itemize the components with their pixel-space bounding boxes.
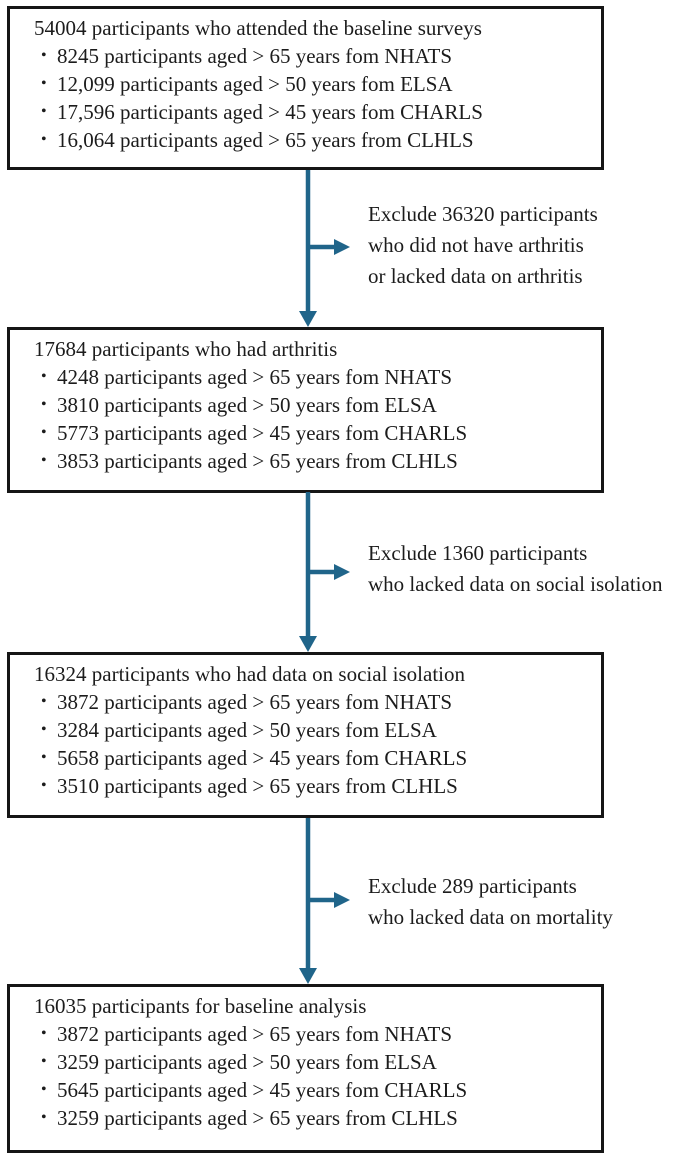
list-item-text: 5658 participants aged > 45 years fom CHARLS bbox=[57, 746, 468, 770]
list-item bbox=[34, 1076, 589, 1104]
list-item bbox=[34, 126, 589, 154]
list-item bbox=[34, 1048, 589, 1076]
cohort-box-arthritis bbox=[7, 327, 604, 493]
bullet-icon: • bbox=[41, 777, 47, 794]
list-item-text: 16,064 participants aged > 65 years from CLHLS bbox=[57, 128, 474, 152]
list-item-text: 3259 participants aged > 65 years from CLHLS bbox=[57, 1106, 458, 1130]
list-item bbox=[34, 363, 589, 391]
bullet-icon: • bbox=[41, 721, 47, 738]
flow-arrow-down-with-branch-icon bbox=[284, 492, 354, 652]
cohort-box-baseline-surveys bbox=[7, 6, 604, 170]
list-item-text: 3872 participants aged > 65 years fom NHATS bbox=[57, 1022, 453, 1046]
note-line: Exclude 36320 participants bbox=[368, 202, 598, 226]
list-item-text: 4248 participants aged > 65 years fom NHATS bbox=[57, 365, 453, 389]
bullet-icon: • bbox=[41, 103, 47, 120]
exclusion-note-mortality bbox=[368, 871, 613, 933]
list-item-text: 8245 participants aged > 65 years fom NHATS bbox=[57, 44, 453, 68]
flow-arrow-down-with-branch-icon bbox=[284, 170, 354, 327]
list-item-text: 3510 participants aged > 65 years from CLHLS bbox=[57, 774, 458, 798]
list-item bbox=[34, 42, 589, 70]
bullet-icon: • bbox=[41, 1081, 47, 1098]
exclusion-note-arthritis bbox=[368, 199, 598, 292]
box-title: 16035 participants for baseline analysis bbox=[34, 994, 367, 1018]
bullet-icon: • bbox=[41, 452, 47, 469]
bullet-icon: • bbox=[41, 1053, 47, 1070]
box-title: 54004 participants who attended the baseline surveys bbox=[34, 16, 482, 40]
list-item-text: 12,099 participants aged > 50 years fom ELSA bbox=[57, 72, 453, 96]
list-item bbox=[34, 716, 589, 744]
list-item bbox=[34, 70, 589, 98]
bullet-icon: • bbox=[41, 1109, 47, 1126]
note-line: Exclude 289 participants bbox=[368, 874, 577, 898]
list-item-text: 3872 participants aged > 65 years fom NHATS bbox=[57, 690, 453, 714]
note-line: who lacked data on mortality bbox=[368, 905, 613, 929]
bullet-icon: • bbox=[41, 749, 47, 766]
exclusion-note-social-isolation bbox=[368, 538, 663, 600]
list-item-text: 5773 participants aged > 45 years fom CHARLS bbox=[57, 421, 468, 445]
list-item-text: 3810 participants aged > 50 years fom ELSA bbox=[57, 393, 437, 417]
bullet-icon: • bbox=[41, 396, 47, 413]
note-line: who did not have arthritis bbox=[368, 233, 584, 257]
list-item-text: 17,596 participants aged > 45 years fom CHARLS bbox=[57, 100, 483, 124]
note-line: who lacked data on social isolation bbox=[368, 572, 663, 596]
box-title: 16324 participants who had data on social isolation bbox=[34, 662, 465, 686]
list-item bbox=[34, 688, 589, 716]
list-item bbox=[34, 744, 589, 772]
bullet-icon: • bbox=[41, 75, 47, 92]
list-item-text: 3259 participants aged > 50 years fom ELSA bbox=[57, 1050, 437, 1074]
bullet-icon: • bbox=[41, 368, 47, 385]
list-item-text: 3284 participants aged > 50 years fom ELSA bbox=[57, 718, 437, 742]
list-item bbox=[34, 1104, 589, 1132]
list-item bbox=[34, 1020, 589, 1048]
cohort-box-baseline-analysis bbox=[7, 984, 604, 1153]
note-line: or lacked data on arthritis bbox=[368, 264, 583, 288]
list-item bbox=[34, 391, 589, 419]
bullet-icon: • bbox=[41, 693, 47, 710]
bullet-icon: • bbox=[41, 131, 47, 148]
list-item bbox=[34, 98, 589, 126]
bullet-icon: • bbox=[41, 1025, 47, 1042]
cohort-box-social-isolation bbox=[7, 652, 604, 818]
list-item-text: 5645 participants aged > 45 years fom CHARLS bbox=[57, 1078, 468, 1102]
list-item bbox=[34, 772, 589, 800]
list-item bbox=[34, 419, 589, 447]
box-title: 17684 participants who had arthritis bbox=[34, 337, 338, 361]
list-item-text: 3853 participants aged > 65 years from CLHLS bbox=[57, 449, 458, 473]
list-item bbox=[34, 447, 589, 475]
note-line: Exclude 1360 participants bbox=[368, 541, 588, 565]
bullet-icon: • bbox=[41, 424, 47, 441]
bullet-icon: • bbox=[41, 47, 47, 64]
flow-arrow-down-with-branch-icon bbox=[284, 818, 354, 984]
